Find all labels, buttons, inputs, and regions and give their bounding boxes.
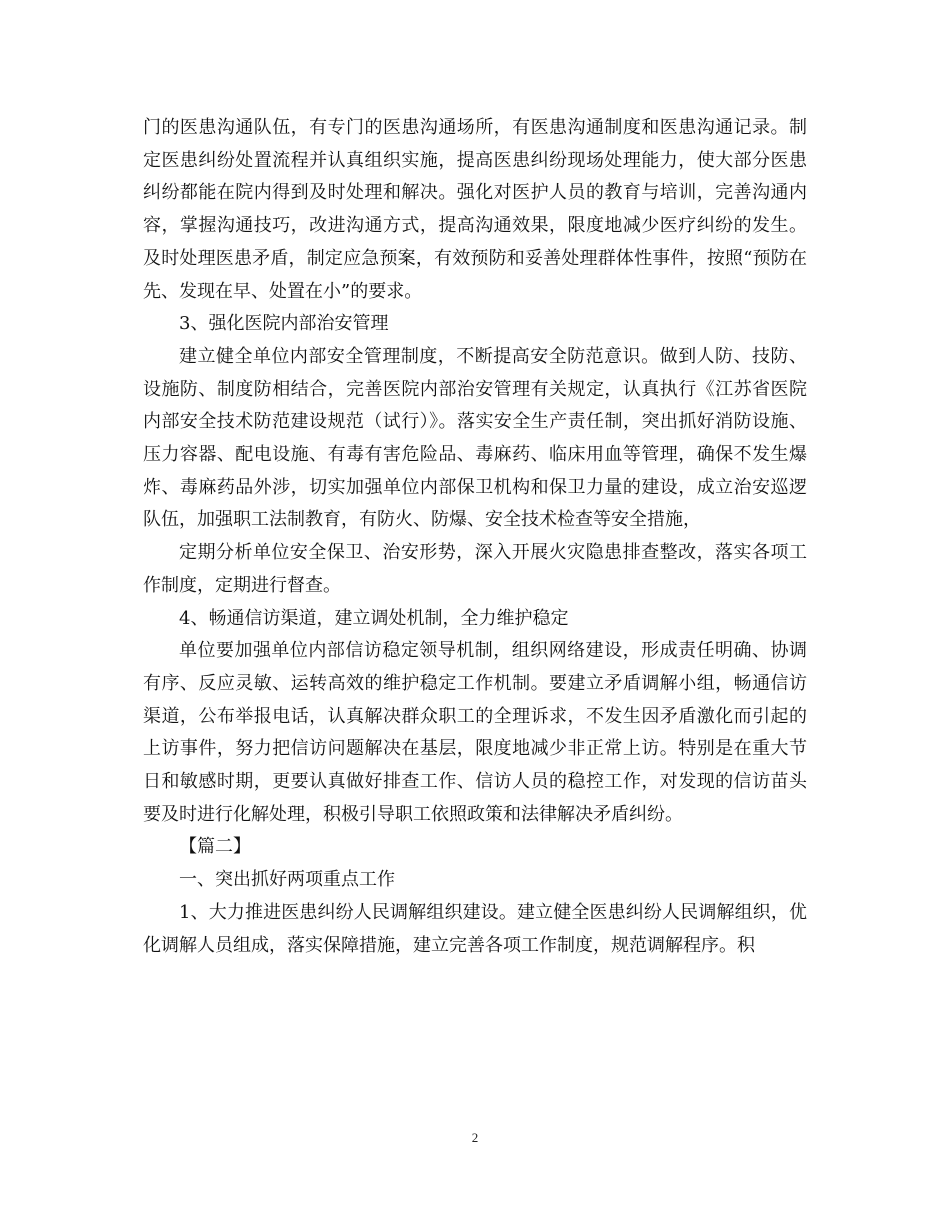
paragraph-security-management: 建立健全单位内部安全管理制度，不断提高安全防范意识。做到人防、技防、设施防、制度防相结合，完善医院内部治安管理有关规定，认真执行《江苏省医院内部安全技术防范建设规范（试行）》。落实安全生产责任制，突出抓好消防设施、压力容器、配电设施、有毒有害危险品、毒麻药、临床用血等管理，确保不发生爆炸、毒麻药品外涉，切实加强单位内部保卫机构和保卫力量的建设，成立治安巡逻队伍，加强职工法制教育，有防火、防爆、安全技术检查等安全措施， bbox=[143, 345, 807, 531]
page-number: 2 bbox=[471, 1130, 479, 1145]
paragraph-continuation: 门的医患沟通队伍，有专门的医患沟通场所，有医患沟通制度和医患沟通记录。制定医患纠纷处置流程并认真组织实施，提高医患纠纷现场处理能力，使大部分医患纠纷都能在院内得到及时处理和解决。强化对医护人员的教育与培训，完善沟通内容，掌握沟通技巧，改进沟通方式，提高沟通效果，限度地减少医疗纠纷的发生。及时处理医患矛盾，制定应急预案，有效预防和妥善处理群体性事件，按照“预防在先、发现在早、处置在小”的要求。 bbox=[143, 117, 807, 302]
section-heading-one: 一、突出抓好两项重点工作 bbox=[179, 869, 395, 891]
section-heading-3: 3、强化医院内部治安管理 bbox=[179, 313, 389, 335]
part-two-heading: 【篇二】 bbox=[179, 836, 251, 858]
paragraph-mediation-organization: 1、大力推进医患纠纷人民调解组织建设。建立健全医患纠纷人民调解组织，优化调解人员组成，落实保障措施，建立完善各项工作制度，规范调解程序。积 bbox=[143, 901, 807, 956]
section-heading-4: 4、畅通信访渠道，建立调处机制，全力维护稳定 bbox=[179, 607, 569, 629]
paragraph-petition-mechanism: 单位要加强单位内部信访稳定领导机制，组织网络建设，形成责任明确、协调有序、反应灵敏、运转高效的维护稳定工作机制。要建立矛盾调解小组，畅通信访渠道，公布举报电话，认真解决群众职工的全理诉求，不发生因矛盾激化而引起的上访事件，努力把信访问题解决在基层，限度地减少非正常上访。特别是在重大节日和敏感时期，更要认真做好排查工作、信访人员的稳控工作，对发现的信访苗头要及时进行化解处理，积极引导职工依照政策和法律解决矛盾纠纷。 bbox=[143, 640, 807, 825]
document-body bbox=[143, 112, 807, 962]
paragraph-security-analysis: 定期分析单位安全保卫、治安形势，深入开展火灾隐患排查整改，落实各项工作制度，定期进行督查。 bbox=[143, 542, 807, 596]
